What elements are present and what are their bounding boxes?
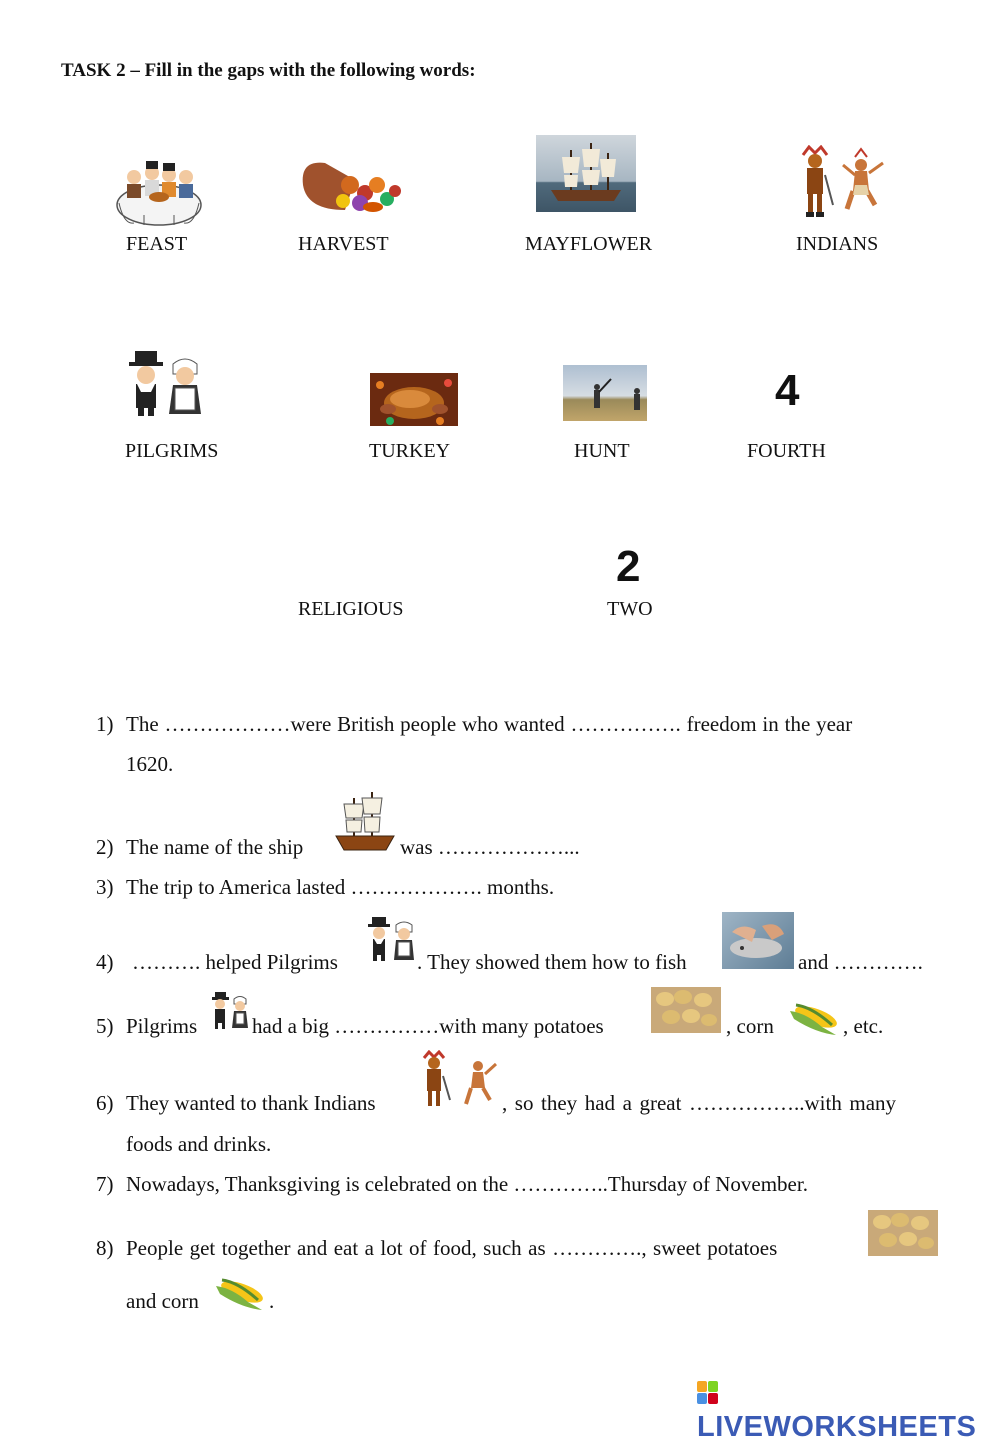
question-5-etc: , etc. (843, 1014, 884, 1038)
question-6-continued: foods and drinks. (126, 1132, 272, 1156)
pilgrims-small-icon (210, 990, 252, 1034)
question-4-blank: and …………. (798, 950, 923, 974)
pilgrims-image (125, 348, 207, 422)
question-6-middle: , so they had a great ……………..with many (502, 1091, 897, 1115)
word-fourth: FOURTH (747, 440, 826, 462)
question-2: 2) The name of the ship (96, 835, 304, 859)
word-feast: FEAST (126, 233, 188, 255)
potatoes-image (651, 987, 721, 1033)
corn-icon (786, 999, 844, 1037)
sweet-potatoes-image (868, 1210, 938, 1256)
indians-icon (418, 1050, 500, 1112)
question-7: 7) Nowadays, Thanksgiving is celebrated on the …………..Thursday of November. (96, 1172, 808, 1196)
word-mayflower: MAYFLOWER (525, 233, 653, 255)
harvest-cornucopia-image (295, 155, 405, 217)
word-indians: INDIANS (796, 233, 879, 255)
question-2-blank: was ………………... (400, 835, 580, 859)
liveworksheets-logo: LIVEWORKSHEETS (697, 1378, 1000, 1444)
fourth-digit-icon: 4 (775, 366, 800, 415)
mayflower-ship-image (536, 135, 636, 212)
question-8: 8) People get together and eat a lot of food, such as …………., sweet potatoes (96, 1236, 778, 1260)
indians-image (795, 145, 887, 220)
question-8-continued: and corn (126, 1289, 199, 1313)
pilgrims-icon (366, 915, 418, 967)
question-6: 6) They wanted to thank Indians (96, 1091, 376, 1115)
question-8-period: . (269, 1289, 275, 1313)
two-digit-icon: 2 (616, 542, 641, 591)
word-religious: RELIGIOUS (298, 598, 404, 620)
word-pilgrims: PILGRIMS (125, 440, 219, 462)
question-4-middle: . They showed them how to fish (417, 950, 687, 974)
question-1-continued: 1620. (126, 752, 174, 776)
word-two: TWO (607, 598, 653, 620)
task-title: TASK 2 – Fill in the gaps with the following words: (61, 60, 476, 81)
question-5: 5) Pilgrims (96, 1014, 198, 1038)
ship-icon (330, 790, 400, 856)
feast-image (114, 155, 204, 227)
word-hunt: HUNT (574, 440, 630, 462)
question-1: 1) The ………………were British people who wanted ……………. freedom in the year (96, 712, 853, 736)
question-5-corn: , corn (726, 1014, 774, 1038)
question-4: 4) ………. helped Pilgrims (96, 950, 338, 974)
question-1-text: The ………………were British people who wanted ……………. freedom in the year (126, 712, 853, 736)
question-5-middle: had a big ……………with many potatoes (252, 1014, 604, 1038)
turkey-image (370, 373, 458, 426)
corn-small-icon (212, 1274, 270, 1312)
word-turkey: TURKEY (369, 440, 451, 462)
hunt-image (563, 365, 647, 421)
question-3: 3) The trip to America lasted ………………. months. (96, 875, 555, 899)
word-harvest: HARVEST (298, 233, 389, 255)
liveworksheets-badge-icon (697, 1381, 719, 1405)
fishing-image (722, 912, 794, 969)
